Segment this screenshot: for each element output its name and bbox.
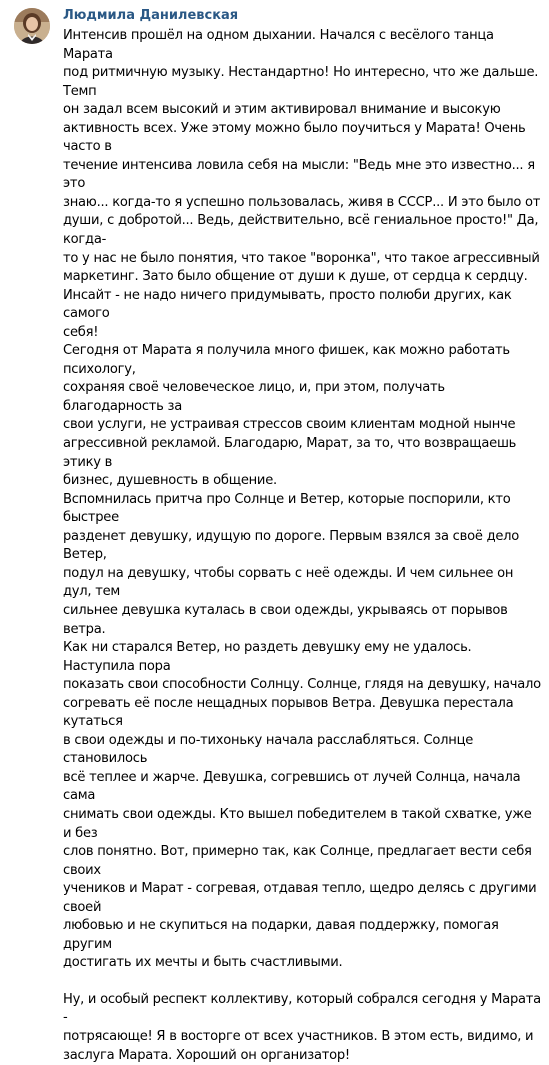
post-text xyxy=(63,27,541,1065)
avatar[interactable] xyxy=(14,8,50,44)
post-paragraph-2: Сегодня от Марата я получила много фишек, как можно работать психологу, сохраняя своё человеческое лицо, и, при этом, получать благодарность за свои услуги, не устраивая стрессов своим клиентам модной нынче агрессивной рекламой. Благодарю, Марат, за то, что возвращаешь этику в бизнес, душевность в общение. xyxy=(63,343,517,489)
avatar-photo-icon xyxy=(14,8,50,44)
post-paragraph-1: Интенсив прошёл на одном дыхании. Начался с весёлого танца Марата под ритмичную музыку. Нестандартно! Но интересно, что же дальше. Темп он задал всем высокий и этим активировал внимание и высокую активность всех. Уже этому можно было поучиться у Марата! Очень часто в течение интенсива ловила себя на мысли: "Ведь мне это известно... я это знаю... когда-то я успешно пользовалась, живя в СССР... И это было от души, с добротой... Ведь, действительно, всё гениальное просто!" Да, когда- то у нас не было понятия, что такое "воронка", что такое агрессивный маркетинг. Зато было общение от души к душе, от сердца к сердцу. Инсайт - не надо ничего придумывать, просто полюби других, как самого себя! xyxy=(63,28,541,340)
post-paragraph-3: Вспомнилась притча про Солнце и Ветер, которые поспорили, кто быстрее разденет девушку, идущую по дороге. Первым взялся за своё дело Ветер, подул на девушку, чтобы сорвать с неё одежды. И чем сильнее он дул, тем сильнее девушка куталась в свои одежды, укрываясь от порывов ветра. Как ни старался Ветер, но раздеть девушку ему не удалось. Наступила пора показать свои способности Солнцу. Солнце, глядя на девушку, начало согревать её после нещадных порывов Ветра. Девушка перестала кутаться в свои одежды и по-тихоньку начала расслабляться. Солнце становилось всё теплее и жарче. Девушка, согревшись от лучей Солнца, начала сама снимать свои одежды. Кто вышел победителем в такой схватке, уже и без слов понятно. Вот, примерно так, как Солнце, предлагает вести себя своих учеников и Марат - согревая, отдавая тепло, щедро делясь с другими своей любовью и не скупиться на подарки, давая поддержку, помогая другим достигать их мечты и быть счастливыми. xyxy=(63,491,541,971)
author-name-link[interactable]: Людмила Данилевская xyxy=(63,8,239,23)
post-paragraph-4: Ну, и особый респект коллективу, который собрался сегодня у Марата - потрясающе! Я в восторге от всех участников. В этом есть, видимо, и заслуга Марата. Хороший он организатор! xyxy=(63,991,541,1063)
